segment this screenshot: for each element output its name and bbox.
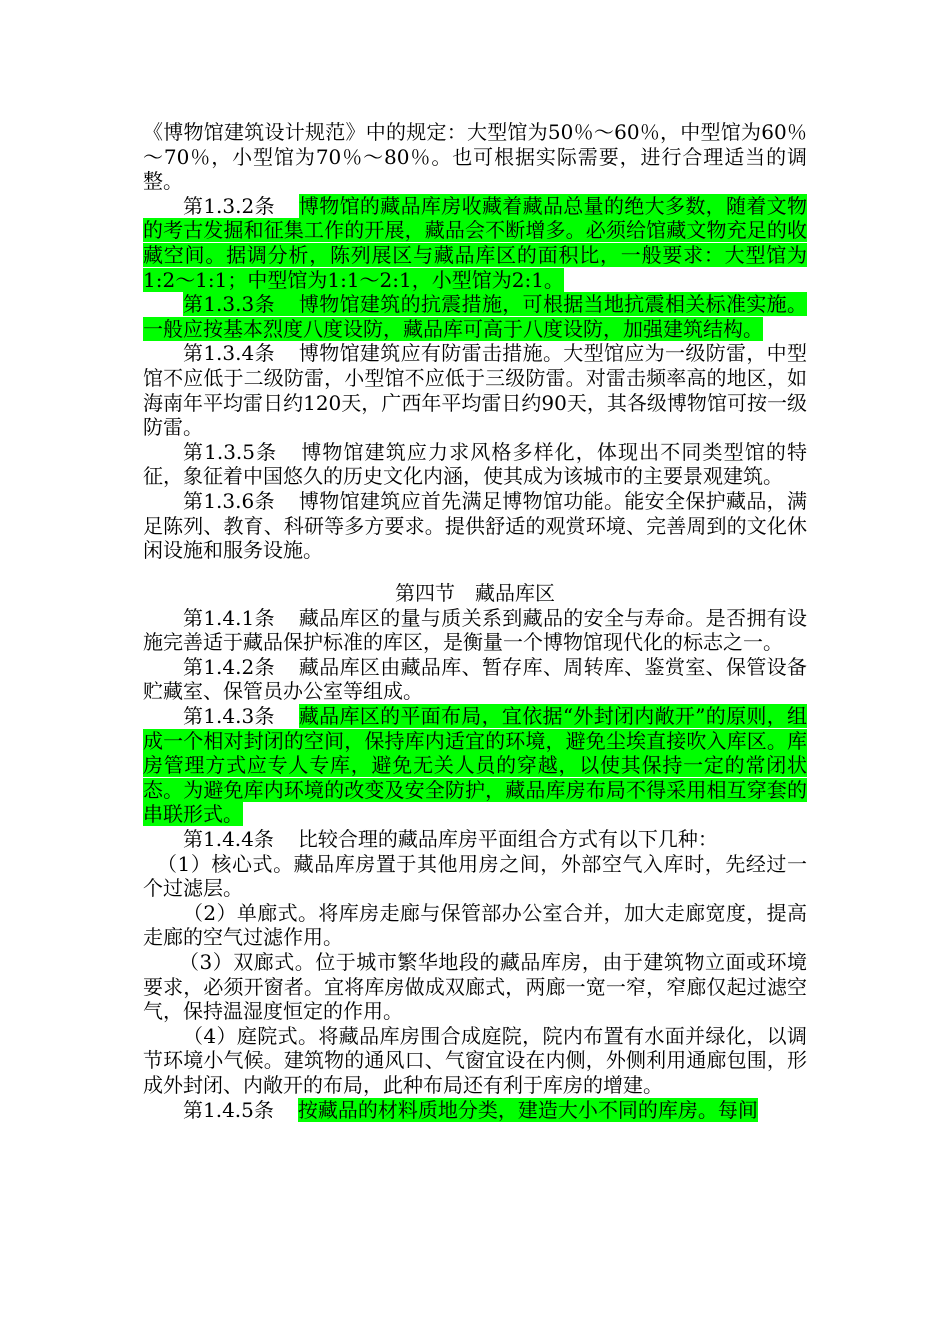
- article-1-4-5: [143, 1098, 807, 1123]
- article-label: 第1.4.1条: [183, 605, 275, 630]
- article-text: 比较合理的藏品库房平面组合方式有以下几种：: [297, 827, 718, 852]
- article-1-4-1: [143, 606, 807, 655]
- article-1-4-4: [143, 827, 807, 852]
- highlighted-text: [143, 292, 807, 341]
- article-1-3-2: [143, 194, 807, 292]
- article-1-3-3: [143, 292, 807, 341]
- article-label: 第1.4.5条: [183, 1097, 274, 1122]
- article-label: 第1.4.2条: [183, 654, 275, 679]
- list-item-double-corridor: （3）双廊式。位于城市繁华地段的藏品库房，由于建筑物立面或环境要求，必须开窗者。宜将库房做成双廊式，两廊一宽一窄，窄廊仅起过滤空气，保持温湿度恒定的作用。: [143, 950, 807, 1024]
- article-label: 第1.4.4条: [183, 827, 274, 852]
- article-label: 第1.4.3条: [183, 704, 275, 729]
- section-spacer: [143, 563, 807, 580]
- article-1-3-4: [143, 341, 807, 439]
- article-1-3-5: [143, 440, 807, 489]
- list-item-courtyard: （4）庭院式。将藏品库房围合成庭院，院内布置有水面并绿化，以调节环境小气候。建筑物的通风口、气窗宜设在内侧，外侧利用通廊包围，形成外封闭、内敞开的布局，此种布局还有利于库房的增建。: [143, 1023, 807, 1097]
- article-text: 藏品库区的量与质关系到藏品的安全与寿命。是否拥有设施完善适于藏品保护标准的库区，是衡量一个博物馆现代化的标志之一。: [143, 605, 808, 655]
- list-item-core: （1）核心式。藏品库房置于其他用房之间，外部空气入库时，先经过一个过滤层。: [143, 851, 807, 901]
- highlighted-text: 藏品库区的平面布局，宜依据“外封闭内敞开”的原则，组成一个相对封闭的空间，保持库内适宜的环境，避免尘埃直接吹入库区。库房管理方式应专人专库，避免无关人员的穿越，以使其保持一定的常闭状态。为避免库内环境的改变及安全防护，藏品库房布局不得采用相互穿套的串联形式。: [143, 704, 808, 827]
- article-label: 第1.3.4条: [183, 341, 275, 366]
- article-text: 博物馆建筑应首先满足博物馆功能。能安全保护藏品，满足陈列、教育、科研等多方要求。提供舒适的观赏环境、完善周到的文化休闲设施和服务设施。: [143, 488, 808, 563]
- paragraph-intro: 《博物馆建筑设计规范》中的规定：大型馆为50％～60％，中型馆为60％～70％，小型馆为70％～80％。也可根据实际需要，进行合理适当的调整。: [143, 120, 807, 194]
- section-title: 第四节 藏品库区: [395, 580, 555, 605]
- highlighted-text: 按藏品的材料质地分类，建造大小不同的库房。每间: [297, 1097, 758, 1122]
- article-label: 第1.3.2条: [183, 193, 275, 218]
- article-label: 第1.3.5条: [183, 439, 278, 464]
- article-text: 博物馆建筑应力求风格多样化，体现出不同类型馆的特征，象征着中国悠久的历史文化内涵，使其成为该城市的主要景观建筑。: [143, 439, 808, 489]
- article-text: 博物馆建筑应有防雷击措施。大型馆应为一级防雷，中型馆不应低于二级防雷，小型馆不应低于三级防雷。对雷击频率高的地区，如海南年平均雷日约120天，广西年平均雷日约90天，其各级博物馆可按一级防雷。: [143, 341, 808, 440]
- article-label: 第1.3.3条: [183, 292, 275, 317]
- article-text: 博物馆建筑的抗震措施，可根据当地抗震相关标准实施。一般应按基本烈度八度设防，藏品库可高于八度设防，加强建筑结构。: [143, 292, 808, 341]
- article-1-3-6: [143, 489, 807, 563]
- article-1-4-3: [143, 704, 807, 827]
- article-1-4-2: [143, 655, 807, 704]
- list-item-single-corridor: （2）单廊式。将库房走廊与保管部办公室合并，加大走廊宽度，提高走廊的空气过滤作用。: [143, 900, 807, 950]
- document-page: [143, 120, 807, 1122]
- article-label: 第1.3.6条: [183, 488, 275, 513]
- article-text: 藏品库区由藏品库、暂存库、周转库、鉴赏室、保管设备贮藏室、保管员办公室等组成。: [143, 654, 808, 704]
- highlighted-text: 博物馆的藏品库房收藏着藏品总量的绝大多数，随着文物的考古发掘和征集工作的开展，藏品会不断增多。必须给馆藏文物充足的收藏空间。据调分析，陈列展区与藏品库区的面积比，一般要求：大型馆为1:2～1:1；中型馆为1:1～2:1，小型馆为2:1。: [143, 193, 808, 292]
